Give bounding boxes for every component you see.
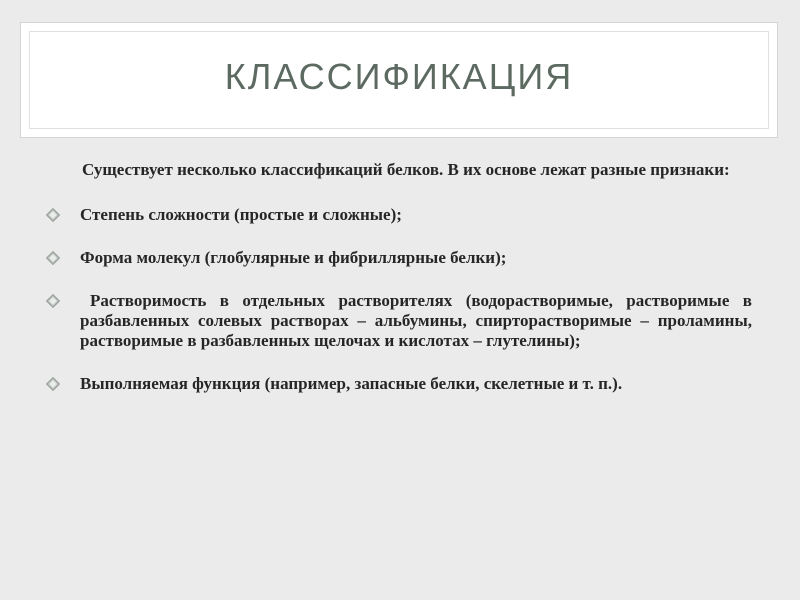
list-item (46, 205, 752, 225)
bullet-list (46, 205, 752, 394)
diamond-bullet-icon (46, 251, 60, 265)
diamond-bullet-icon (46, 377, 60, 391)
bullet-text: Растворимость в отдельных растворителях (водорастворимые, растворимые в разбавленных солевых растворах – альбумины, спирторастворимые – проламины, растворимые в разбавленных щелочах и кислотах – глутелины); (80, 291, 752, 350)
title-box (20, 22, 778, 138)
diamond-bullet-icon (46, 208, 60, 222)
bullet-text: Форма молекул (глобулярные и фибриллярные белки); (80, 248, 507, 267)
slide-title: КЛАССИФИКАЦИЯ (224, 56, 574, 97)
intro-paragraph: Существует несколько классификаций белков. В их основе лежат разные признаки: (82, 160, 730, 179)
diamond-bullet-icon (46, 294, 60, 308)
bullet-text: Степень сложности (простые и сложные); (80, 205, 402, 224)
list-item (46, 248, 752, 268)
bullet-text: Выполняемая функция (например, запасные белки, скелетные и т. п.). (80, 374, 623, 393)
content-area (46, 160, 752, 394)
list-item (46, 374, 752, 394)
list-item (46, 291, 752, 351)
